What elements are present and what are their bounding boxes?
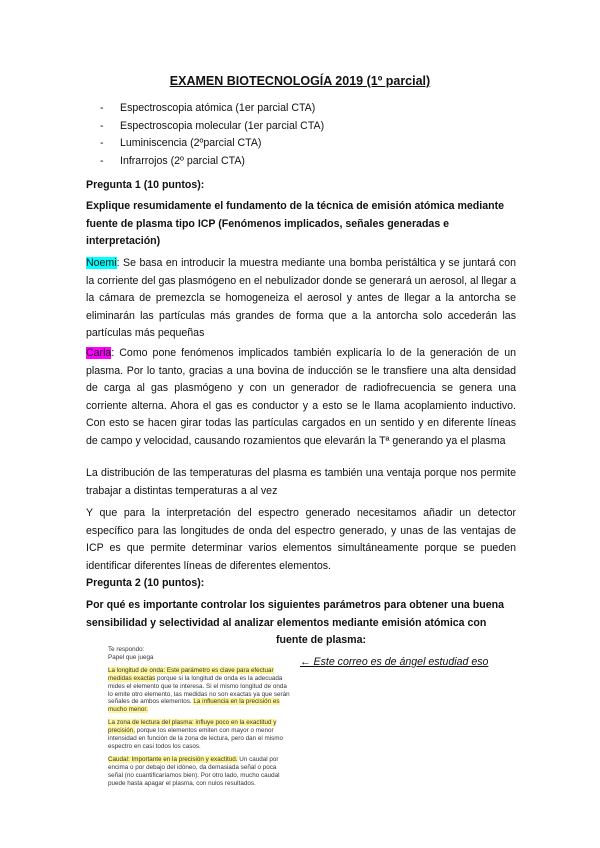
question-2-heading: Pregunta 2 (10 puntos):	[86, 577, 205, 589]
email-annotation: ← Este correo es de ángel estudiad eso	[300, 656, 489, 668]
question-1-heading: Pregunta 1 (10 puntos):	[86, 179, 205, 191]
topic-item: - Espectroscopia atómica (1er parcial CTA)	[100, 102, 316, 114]
answer-carla-text: : Como pone fenómenos implicados también explicaría lo de la generación de un plasma. Por lo tanto, gracias a una bovina de inducción se le transfiere una alta densidad de carga al gas plasmógeno y con un generador de radiofrecuencia se genera una corriente alterna. Ahora el gas es conductor y a esto se le llama acoplamiento inductivo. Con esto se hacen girar todas las partículas cargados en un sentido y en diferente líneas de campo y velocidad, causando rozamientos que elevarán la Tª generando ya el plasma	[86, 347, 516, 447]
email-greeting: Te respondo:	[108, 646, 145, 653]
author-carla-highlight: Carla	[86, 347, 112, 359]
email-paragraph-zone: La zona de lectura del plasma: influye poco en la exactitud y precisión, porque los elementos emiten con mayor o menor intensidad en función de la zona de lectura, pero dan el mismo espectro en casi todos los casos.	[108, 719, 284, 750]
question-2-statement-end: fuente de plasma:	[275, 634, 367, 647]
answer-noemi-text: : Se basa en introducir la muestra mediante una bomba peristáltica y se juntará con la corriente del gas plasmógeno en el nebulizador donde se generará un aerosol, al llegar a la cámara de premezcla se homogeneiza el aerosol y antes de llegar a la antorcha se eliminarán las partículas más grandes de forma que a la antorcha solo accederán las partículas más pequeñas	[86, 257, 516, 340]
topic-item: - Infrarrojos (2º parcial CTA)	[100, 154, 245, 167]
paragraph-detector: Y que para la interpretación del espectro generado necesitamos añadir un detector específico para las longitudes de onda del espectro generado, y unas de las ventajas de ICP es que permite determinar varios elementos simultáneamente porque se pueden identificar diferentes líneas de diferentes elementos.	[86, 507, 516, 572]
email-paragraph-flow: Caudal: Importante en la precisión y exactitud. Un caudal por encima o por debajo del idóneo, da demasiada señal o poca señal (no cuantificaríamos bien). Por otro lado, mucho caudal puede hasta apagar el plasma, con nulos resultados.	[108, 755, 280, 787]
exam-title: EXAMEN BIOTECNOLOGÍA 2019 (1º parcial)	[169, 74, 431, 88]
answer-carla	[86, 345, 516, 451]
paragraph-temperature: La distribución de las temperaturas del plasma es también una ventaja porque nos permite trabajar a distintas temperaturas a al vez	[86, 467, 516, 497]
question-1-statement: Explique resumidamente el fundamento de la técnica de emisión atómica mediante fuente de plasma tipo ICP (Fenómenos implicados, señales generadas e interpretación)	[86, 200, 504, 248]
email-screenshot	[108, 646, 290, 836]
author-noemi-highlight: Noemi	[86, 257, 117, 269]
topic-item: - Espectroscopia molecular (1er parcial CTA)	[100, 119, 325, 132]
answer-noemi	[86, 255, 516, 343]
email-subtitle: Papel que juega	[108, 653, 154, 661]
email-paragraph-wavelength: La longitud de onda: Este parámetro es clave para efectuar medidas exactas porque si la longitud de onda es la adecuada mides el elemento que te interesa. Si el mismo longitud de onda lo emite otro elemento, las medidas no son exactas ya que serán señales de ambos elementos. La influencia en la precisión es mucho menor.	[108, 666, 290, 714]
topic-item: - Luminiscencia (2ºparcial CTA)	[100, 137, 262, 149]
topic-list	[100, 100, 324, 170]
question-2-statement: Por qué es importante controlar los siguientes parámetros para obtener una buena sensibilidad y selectividad al analizar elementos mediante emisión atómica con fuente de plasma:	[86, 597, 516, 650]
